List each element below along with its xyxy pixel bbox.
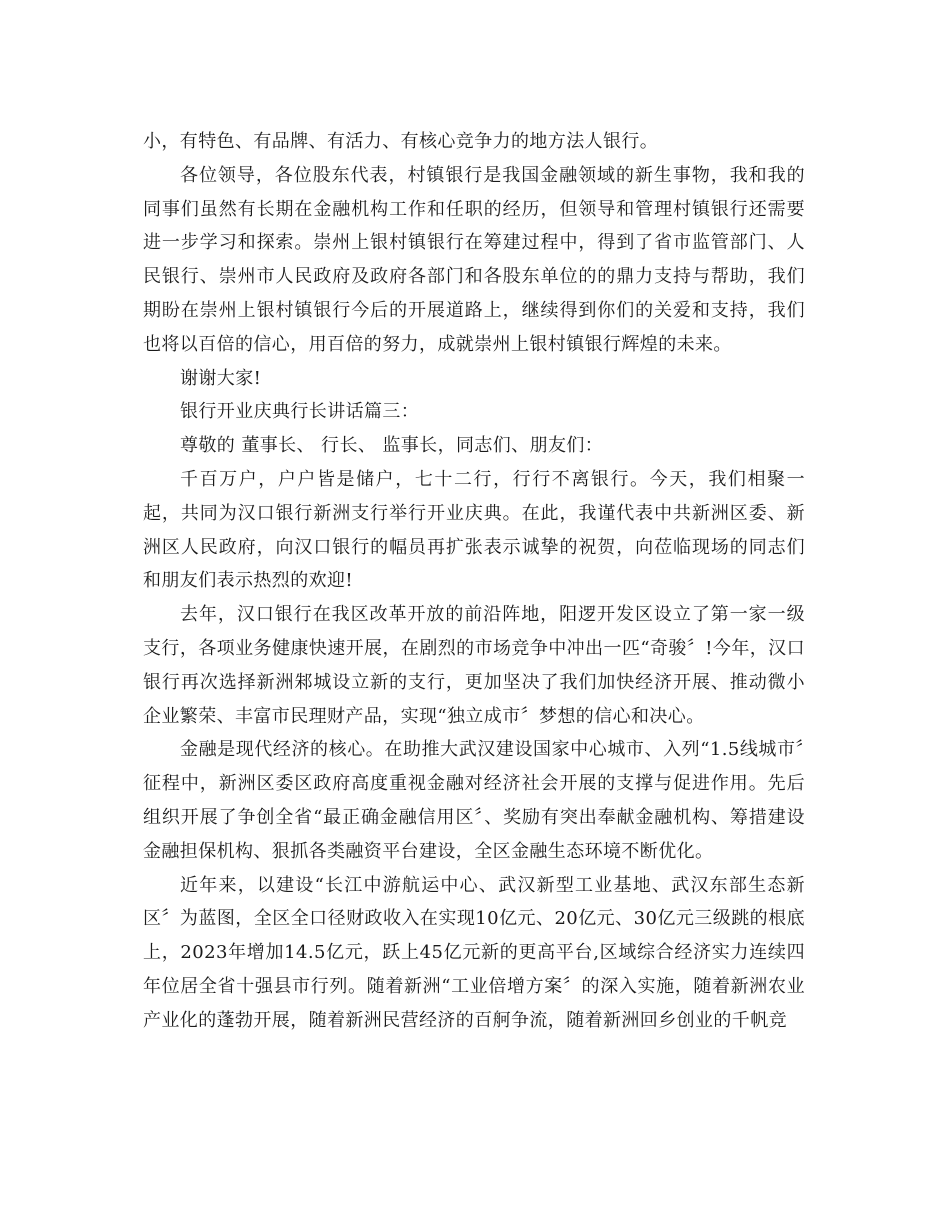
paragraph-2: 各位领导，各位股东代表，村镇银行是我国金融领域的新生事物，我和我的同事们虽然有长期在金融机构工作和任职的经历，但领导和管理村镇银行还需要进一步学习和探索。崇州上银村镇银行在筹建过程中，得到了省市监管部门、人民银行、崇州市人民政府及政府各部门和各股东单位的的鼎力支持与帮助，我们期盼在崇州上银村镇银行今后的开展道路上，继续得到你们的关爱和支持，我们也将以百倍的信心，用百倍的努力，成就崇州上银村镇银行辉煌的未来。 (143, 164, 805, 355)
paragraph-9: 近年来，以建设“长江中游航运中心、武汉新型工业基地、武汉东部生态新区〞为蓝图，全区全口径财政收入在实现10亿元、20亿元、30亿元三级跳的根底上，2023年增加14.5亿元，跃上45亿元新的更高平台,区域综合经济实力连续四年位居全省十强县市行列。随着新洲“工业倍增方案〞的深入实施，随着新洲农业产业化的蓬勃开展，随着新洲民营经济的百舸争流，随着新洲回乡创业的千帆竞 (143, 874, 805, 1031)
salutation: 尊敬的 董事长、 行长、 监事长，同志们、朋友们： (180, 435, 604, 457)
paragraph-1: 小，有特色、有品牌、有活力、有核心竞争力的地方法人银行。 (143, 131, 659, 152)
document-body (143, 125, 805, 1038)
paragraph-7: 去年，汉口银行在我区改革开放的前沿阵地，阳逻开发区设立了第一家一级支行，各项业务健康快速开展，在剧烈的市场竞争中冲出一匹“奇骏〞!今年，汉口银行再次选择新洲邾城设立新的支行，更加坚决了我们加快经济开展、推动微小企业繁荣、丰富市民理财产品，实现“独立成市〞梦想的信心和决心。 (143, 604, 805, 727)
section-heading: 银行开业庆典行长讲话篇三： (180, 401, 420, 423)
paragraph-3: 谢谢大家! (180, 367, 262, 389)
paragraph-6: 千百万户，户户皆是储户，七十二行，行行不离银行。今天，我们相聚一起，共同为汉口银行新洲支行举行开业庆典。在此，我谨代表中共新洲区委、新洲区人民政府，向汉口银行的幅员再扩张表示诚挚的祝贺，向莅临现场的同志们和朋友们表示热烈的欢迎! (143, 468, 805, 592)
paragraph-8: 金融是现代经济的核心。在助推大武汉建设国家中心城市、入列“1.5线城市〞征程中，新洲区委区政府高度重视金融对经济社会开展的支撑与促进作用。先后组织开展了争创全省“最正确金融信用区〞、奖励有突出奉献金融机构、筹措建设金融担保机构、狠抓各类融资平台建设，全区金融生态环境不断优化。 (143, 739, 805, 862)
